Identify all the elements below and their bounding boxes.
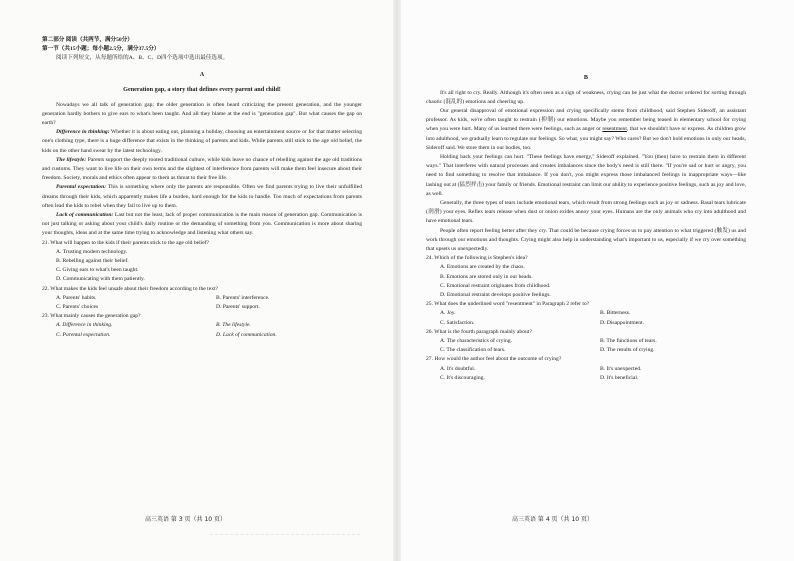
question-option: D. Disappointment.: [600, 319, 644, 326]
question-option: B. Emotions are stored only in our heads.: [440, 273, 533, 280]
paragraph: [42, 128, 362, 156]
paragraph-text: This is something where only the parents are responsible. Often we find parents trying to live their unfulfilled dreams through their kids, which apparently makes life a burden, hard enough for the kids to handle. Too much of expectations from parents often lead the kids to rebel when they fail to live up to them.: [42, 184, 362, 209]
question-stem: 21. What will happen to the kids if their parents stick to the age old belief?: [42, 239, 210, 246]
question-option: C. The classification of tears.: [440, 347, 506, 354]
question-stem: 27. How would the author feel about the outcome of crying?: [426, 356, 562, 363]
paragraph: [42, 156, 362, 184]
question-option: A. Difference in thinking.: [56, 322, 113, 329]
option-row: [42, 321, 362, 330]
question-option: D. Communicating with them patiently.: [56, 276, 145, 283]
question-option: A. The characteristics of crying.: [440, 338, 512, 345]
question-stem: 23. What mainly causes the generation gap?: [42, 313, 141, 320]
question-option: B. Bitterness.: [600, 310, 631, 317]
paragraph: [42, 183, 362, 211]
question-option: B. It's unexpected.: [600, 365, 642, 372]
paragraph-text: Last but not the least, lack of proper communication is the main reason of generation gap. Communication is not just talking or asking about your child's daily routine or the demanding of something from you. Communication is more about sharing your thoughts, ideas and at the same time trying to acknowledge and listening what others say.: [42, 212, 362, 237]
option-row: [426, 309, 746, 318]
passage-b-questions: [426, 254, 746, 383]
question-option: C. Giving ears to what's been taught.: [56, 267, 139, 274]
option-row: [42, 331, 362, 340]
page-footer-left: 高三英语 第 3 页（共 10 页）: [145, 516, 226, 523]
passage-a-questions: [42, 239, 362, 340]
page-footer-right: 高三英语 第 4 页（共 10 页）: [512, 516, 593, 523]
question-option: A. It's doubtful.: [440, 365, 476, 372]
paragraph: [42, 101, 362, 129]
question-option: C. Emotional restraint originates from childhood.: [440, 282, 551, 289]
passage-b-body: [426, 89, 746, 255]
option-row: [426, 319, 746, 328]
question-option: C. Parental expectation.: [56, 331, 111, 338]
part-header: 第二部分 阅读（共两节，满分50分）: [42, 37, 133, 43]
question-option: C. It's discouraging.: [440, 374, 485, 381]
question-option: C. Parents' choices: [56, 304, 99, 311]
right-column: [426, 67, 746, 383]
question-option: D. Lack of communication.: [216, 331, 277, 338]
paragraph: [426, 153, 746, 199]
paragraph-text: People often report feeling better after they cry. That could be because crying forces us to pay attention to what triggered (触发) us and work through our emotions and thoughts. Crying might also help in understanding what's important to us, especially if we cry over something that upsets us unexpectedly.: [426, 227, 746, 253]
question-stem: 22. What makes the kids feel unsafe about their freedom according to the text?: [42, 285, 219, 292]
paragraph: [426, 227, 746, 255]
passage-b-letter: B: [583, 74, 589, 82]
page-spine: [393, 0, 401, 561]
question-stem: 26. What is the fourth paragraph mainly about?: [426, 328, 532, 335]
section-header: 第一节（共15小题；每小题2.5分，满分37.5分）: [42, 46, 160, 53]
paragraph-lead: Difference in thinking:: [56, 129, 110, 136]
paragraph-text: Nowadays we all talk of generation gap; the older generation is often heard criticizing the present generation, and the younger generation hardly bothers to give ears to what's been taught. And all they blame at the end is "generation gap". But what causes the gap on earth?: [42, 101, 362, 126]
option-row: [426, 374, 746, 383]
passage-a-title: Generation gap, a story that defines every parent and child!: [123, 86, 281, 94]
paragraph-text: Our general disapproval of emotional expression and crying specifically stems from childhood, said Stephen Sideroff, an assistant professor. As kids, we're often taught to restrain (抑制) our emotions. Maybe you remember being teased in elementary school for crying when you were hurt. Many of us learned there were feelings, such as anger or: [426, 107, 746, 133]
question-option: D. Emotional restraint develops positive feelings.: [440, 292, 551, 299]
question-option: D. It's beneficial.: [600, 374, 639, 381]
question-option: D. Parents' support.: [216, 304, 260, 311]
option-row: [426, 365, 746, 374]
question-option: A. Trusting modern technology.: [56, 248, 128, 255]
question-option: B. Rebelling against their belief.: [56, 258, 129, 265]
paragraph-text: Whether it is about eating out, planning a holiday, choosing an entertainment source or for that matter selecting one's clothing type, there is a huge difference that exists in the thinking of parents and kids. While parents still stick to the age old belief, the kids on the other hand swear by the latest technology.: [42, 129, 362, 154]
paragraph-text: Parents support the deeply rooted traditional culture, while kids leave no chance of rebelling against the age old traditions and customs. They want to live life on their own terms and the slightest of interference from parents will make them feel insecure about their freedom. Society, morals and ethics often appear to them as threat to their free life.: [42, 156, 362, 182]
paragraph: [42, 211, 362, 239]
question-option: A. Joy.: [440, 310, 456, 317]
paragraph-lead: Lack of communication:: [56, 212, 114, 219]
passage-a-body: [42, 101, 362, 239]
question-option: B. The lifestyle.: [216, 322, 251, 329]
paragraph: [426, 107, 746, 153]
instruction: 阅读下列短文，从每题所给的A、B、C、D四个选项中选出最佳选项。: [56, 55, 229, 62]
option-row: [426, 346, 746, 355]
passage-a-letter: A: [199, 70, 205, 78]
option-row: [42, 303, 362, 312]
paragraph-lead: The lifestyle:: [56, 156, 87, 163]
question-stem: 24. Which of the following is Stephen's idea?: [426, 255, 528, 262]
option-row: [42, 294, 362, 303]
underlined-word: resentment: [602, 126, 627, 133]
paragraph-text: Generally, the three types of tears include emotional tears, which result from strong feelings such as joy or sadness. Basal tears lubricate (润滑) your eyes. Reflex tears release when dust or onion exides annoy your eyes. Humans are the only animals who cry into adulthood and have emotional tears.: [426, 200, 746, 225]
option-row: [426, 337, 746, 346]
question-option: D. The results of crying.: [600, 347, 655, 354]
question-option: B. Parents' interference.: [216, 294, 270, 301]
left-column: [42, 36, 362, 340]
scan-artifact-line: [210, 534, 360, 535]
question-stem: 25. What does the underlined word "resentment" in Paragraph 2 refer to?: [426, 301, 590, 308]
question-option: A. Parents' habits.: [56, 294, 97, 301]
question-option: B. The functions of tears.: [600, 338, 657, 345]
paragraph: [426, 199, 746, 227]
paragraph-text: It's all right to cry. Really. Although it's often seen as a sign of weakness, crying can be just what the doctor ordered for sorting through chaotic (混乱的) emotions and cheering up.: [426, 89, 746, 105]
paragraph-text: , that we shouldn't have or express. As children grow into adulthood, we gradually learn to regulate our feelings. So what, you might say? Who cares? But we don't hold emotions in only our heads, Sideroff said. We store them in our bodies, too.: [426, 126, 746, 151]
question-option: C. Satisfaction.: [440, 319, 475, 326]
paragraph: [426, 89, 746, 107]
paragraph-lead: Parental expectation:: [56, 184, 107, 191]
paragraph-text: Holding back your feelings can hurt. "These feelings have energy," Sideroff explained. "You (then) have to restrain them in different ways." That interferes with natural processes and creates imbalances since the body's need is still there. "If you're sad or hurt or angry, you need to find something to resolve that imbalance. If you don't, you might express those imbalanced feelings in inappropriate ways—like lashing out at (猛烈抨击) your family or friends. Emotional restraint can limit our ability to experience positive feelings, such as joy and love, as well.: [426, 154, 746, 197]
question-option: A. Emotions are created by the chaos.: [440, 264, 525, 271]
